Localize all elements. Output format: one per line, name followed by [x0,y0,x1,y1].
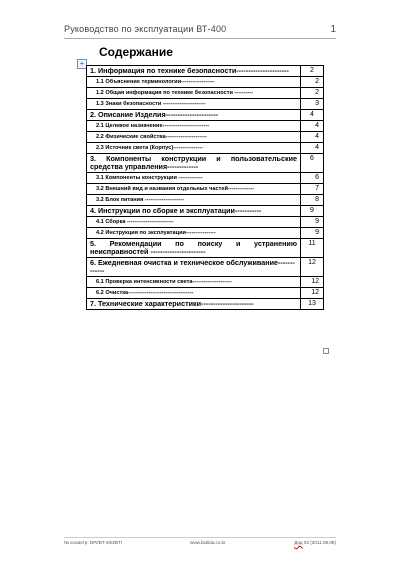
toc-entry[interactable]: 5. Рекомендации по поиску и устранению неисправностей ----------------------- [87,239,301,258]
toc-row [87,110,324,121]
header-title: Руководство по эксплуатации ВТ-400 [64,24,227,34]
toc-body [87,66,324,310]
toc-page-number: 12 [301,277,324,288]
toc-row [87,132,324,143]
toc-row [87,288,324,299]
toc-row [87,258,324,277]
toc-entry[interactable]: 4.2 Инструкция по эксплуатации---------------- [87,228,301,239]
footer-revision-prefix: Дод [294,540,303,545]
toc-entry[interactable]: 2. Описание Изделия---------------------- [87,110,301,121]
toc-row [87,77,324,88]
toc-page-number: 12 [301,288,324,299]
footer-divider [64,537,336,538]
toc-page-number: 4 [301,143,324,154]
footer-website: www.bialida.co.kr [190,540,226,545]
toc-entry[interactable]: 3.2 Внешний вид и названия отдельных частей-------------- [87,184,301,195]
toc-entry[interactable]: 1.2 Общая информация по технике безопасности ---------- [87,88,301,99]
toc-entry[interactable]: 4. Инструкции по сборке и эксплуатации----------- [87,206,301,217]
footer-revision [294,540,336,545]
toc-row [87,184,324,195]
toc-row [87,99,324,110]
toc-row [87,239,324,258]
footer-revision-date: 02 (2011.08.08) [303,540,336,545]
toc-entry[interactable]: 6.1 Проверка интенсивности света--------------------- [87,277,301,288]
toc-entry[interactable]: 2.1 Целевое назначение------------------------- [87,121,301,132]
page-header [64,24,336,38]
toc-row [87,154,324,173]
toc-page-number: 6 [301,173,324,184]
toc-row [87,143,324,154]
toc-row [87,173,324,184]
toc-entry[interactable]: 3.2 Блок питания --------------------- [87,195,301,206]
toc-entry[interactable]: 6.2 Очистка----------------------------------- [87,288,301,299]
toc-page-number: 4 [301,110,324,121]
toc-title: Содержание [99,45,173,59]
toc-entry[interactable]: 1.3 Знаки безопасности ----------------------- [87,99,301,110]
header-page-number: 1 [330,24,336,35]
toc-entry[interactable]: 4.1 Сборка ------------------------- [87,217,301,228]
toc-page-number: 4 [301,121,324,132]
footer-document-code: № косметр: DPI/BT-400/BTI [64,540,123,545]
toc-row [87,66,324,77]
toc-page-number: 3 [301,99,324,110]
toc-page-number: 2 [301,77,324,88]
toc-row [87,228,324,239]
toc-row [87,217,324,228]
toc-page-number: 9 [301,217,324,228]
toc-page-number: 2 [301,66,324,77]
toc-row [87,206,324,217]
toc-row [87,88,324,99]
toc-entry[interactable]: 3.1 Компоненты конструкции ------------- [87,173,301,184]
toc-entry[interactable]: 1. Информация по технике безопасности---------------------- [87,66,301,77]
toc-page-number: 6 [301,154,324,173]
toc-page-number: 2 [301,88,324,99]
toc-entry[interactable]: 7. Технические характеристики---------------------- [87,299,301,310]
toc-page-number: 4 [301,132,324,143]
toc-row [87,277,324,288]
header-divider [64,38,336,39]
toc-entry[interactable]: 3. Компоненты конструкции и пользовательские средства управления------------- [87,154,301,173]
toc-page-number: 11 [301,239,324,258]
table-resize-handle[interactable] [323,348,329,354]
table-move-icon[interactable]: + [77,59,87,69]
toc-row [87,195,324,206]
toc-entry[interactable]: 2.2 Физические свойства---------------------- [87,132,301,143]
toc-entry[interactable]: 1.1 Объяснение терминологии------------------ [87,77,301,88]
toc-page-number: 9 [301,206,324,217]
toc-row [87,299,324,310]
toc-row [87,121,324,132]
toc-page-number: 8 [301,195,324,206]
toc-page-number: 12 [301,258,324,277]
toc-table [86,65,324,310]
toc-entry[interactable]: 2.3 Источник света (Корпус)---------------- [87,143,301,154]
toc-page-number: 9 [301,228,324,239]
toc-entry[interactable]: 6. Ежедневная очистка и техническое обслуживание------------- [87,258,301,277]
toc-page-number: 13 [301,299,324,310]
toc-page-number: 7 [301,184,324,195]
